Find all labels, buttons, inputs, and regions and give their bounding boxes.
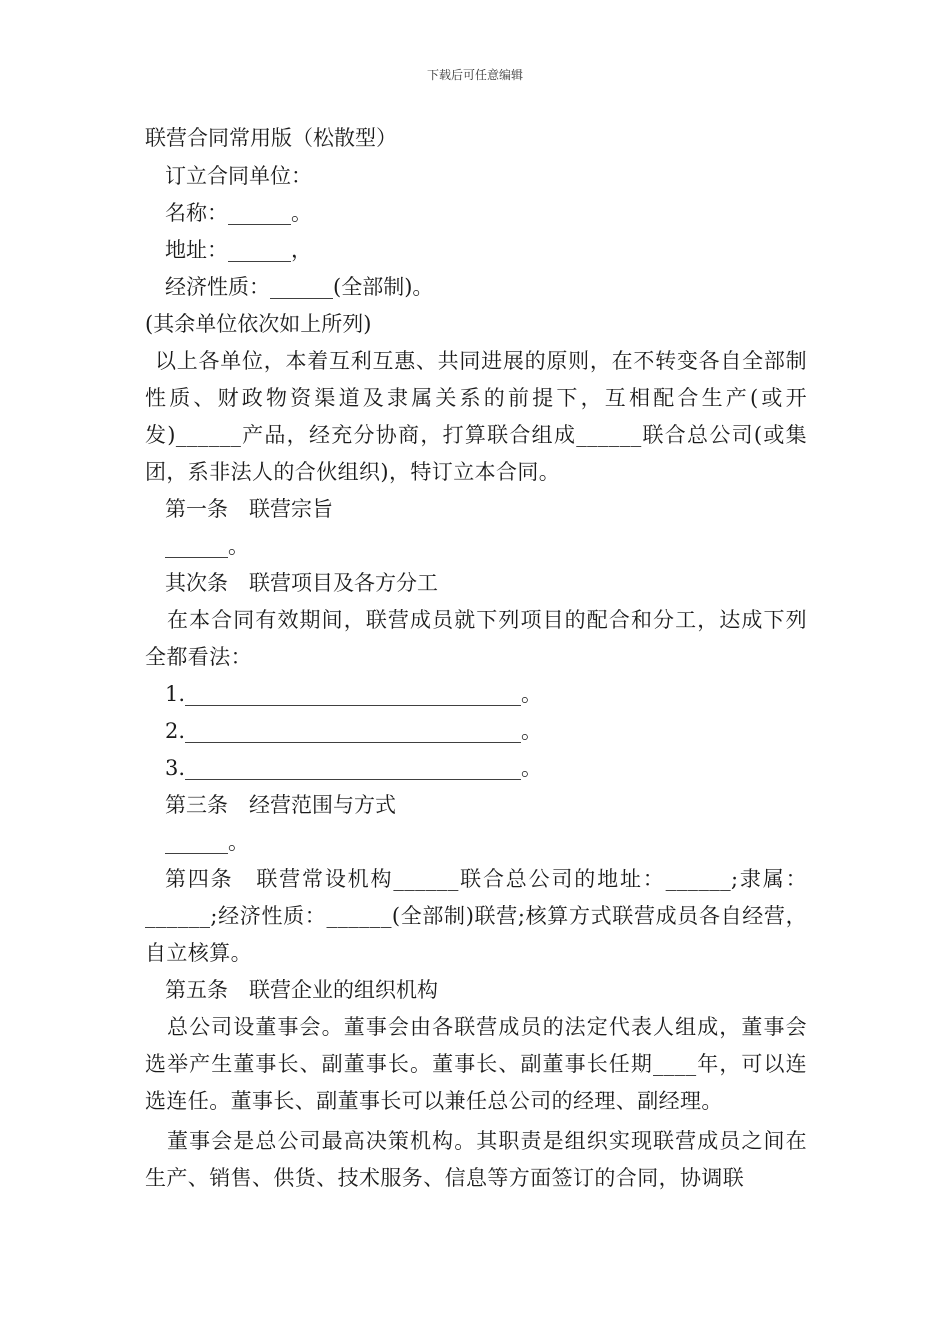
preamble-paragraph: 以上各单位，本着互利互惠、共同进展的原则，在不转变各自全部制性质、财政物资渠道及隶属关系的前提下，互相配合生产(或开发)______产品，经充分协商，打算联合组成______联合总公司(或集团，系非法人的合伙组织)，特订立本合同。 xyxy=(145,349,807,484)
article-1-body: ______。 xyxy=(165,534,249,558)
article-5-heading: 第五条 联营企业的组织机构 xyxy=(165,978,438,1002)
page-header: 下载后可任意编辑 xyxy=(426,68,523,82)
article-5-paragraph-1: 总公司设董事会。董事会由各联营成员的法定代表人组成，董事会选举产生董事长、副董事长。董事长、副董事长任期____年，可以连选连任。董事长、副董事长可以兼任总公司的经理、副经理。 xyxy=(145,1015,807,1113)
article-3-heading: 第三条 经营范围与方式 xyxy=(165,793,396,817)
contract-document xyxy=(145,120,807,1197)
article-2-item-3: 3.________________________________。 xyxy=(165,756,543,780)
party-nature-line: 经济性质：______(全部制)。 xyxy=(165,275,434,299)
article-4-paragraph: 第四条 联营常设机构______联合总公司的地址：______;隶属：______;经济性质：______(全部制)联营;核算方式联营成员各自经营，自立核算。 xyxy=(145,867,807,965)
document-title: 联营合同常用版（松散型） xyxy=(145,126,397,150)
party-address-line: 地址：______， xyxy=(165,238,312,262)
party-name-line: 名称：______。 xyxy=(165,201,312,225)
article-5-paragraph-2: 董事会是总公司最高决策机构。其职责是组织实现联营成员之间在生产、销售、供货、技术服务、信息等方面签订的合同，协调联 xyxy=(145,1129,807,1190)
article-3-body: ______。 xyxy=(165,830,249,854)
article-2-heading: 其次条 联营项目及各方分工 xyxy=(165,571,438,595)
article-2-body: 在本合同有效期间，联营成员就下列项目的配合和分工，达成下列全都看法： xyxy=(145,608,807,669)
article-2-item-1: 1.________________________________。 xyxy=(165,682,543,706)
article-2-item-2: 2.________________________________。 xyxy=(165,719,543,743)
parties-heading: 订立合同单位： xyxy=(165,164,312,188)
other-parties-note: (其余单位依次如上所列) xyxy=(145,312,372,336)
article-1-heading: 第一条 联营宗旨 xyxy=(165,497,333,521)
